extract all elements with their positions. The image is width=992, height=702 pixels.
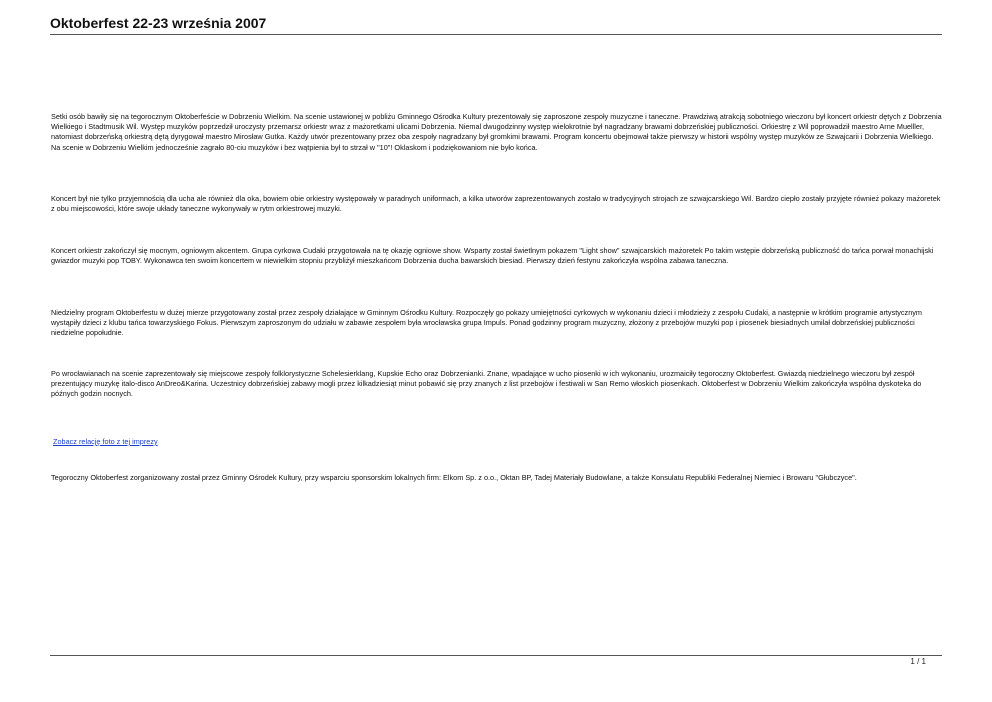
page-header <box>50 14 942 35</box>
paragraph: Po wrocławianach na scenie zaprezentowały się miejscowe zespoły folklorystyczne Schelesierklang, Kupskie Echo oraz Dobrzenianki. Znane, wpadające w ucho piosenki w ich wykonaniu, urozmaiciły tegoroczny Oktoberfest. Gwiazdą niedzielnego wieczoru był zespół prezentujący muzykę italo-disco AnDreo&Karina. Uczestnicy dobrzeńskiej zabawy mogli przez kilkadziesiąt minut pobawić się przy znanych z list przebojów i festiwali w San Remo włoskich piosenkach. Oktoberfest w Dobrzeniu Wielkim zakończyła wspólna dyskoteka do późnych godzin nocnych. <box>51 369 922 399</box>
page-title: Oktoberfest 22-23 września 2007 <box>50 15 267 31</box>
photo-link-container <box>53 431 158 449</box>
paragraph: Tegoroczny Oktoberfest zorganizowany został przez Gminny Ośrodek Kultury, przy wsparciu sponsorskim lokalnych firm: Elkom Sp. z o.o., Oktan BP, Tadej Materiały Budowlane, a także Konsulatu Republiki Federalnej Niemiec i Browaru "Głubczyce". <box>51 473 857 482</box>
photo-gallery-link[interactable]: Zobacz relację foto z tej imprezy <box>53 437 158 446</box>
page-footer <box>50 655 942 666</box>
paragraph: Niedzielny program Oktoberfestu w dużej mierze przygotowany został przez zespoły działające w Gminnym Ośrodku Kultury. Rozpoczęły go pokazy umiejętności cyrkowych w wykonaniu dzieci i młodzieży z zespołu Cudaki, a następnie w krótkim programie artystycznym wystąpiły dzieci z klubu tańca towarzyskiego Fokus. Pierwszym zaproszonym do udziału w zabawie zespołem była wrocławska grupa Impuls. Ponad godzinny program muzyczny, złożony z przebojów muzyki pop i piosenek biesiadnych umilał dobrzeńskiej publiczności niedzielne popołudnie. <box>51 308 922 338</box>
paragraph: Koncert był nie tylko przyjemnością dla ucha ale również dla oka, bowiem obie orkiestry występowały w paradnych uniformach, a kilka utworów zaprezentowanych zostało w tradycyjnych strojach ze szwajcarskiego Wil. Bardzo ciepło zostały przyjęte również pokazy mażoretek z obu miejscowości, które swoje układy taneczne wykonywały w rytm orkiestrowej muzyki. <box>51 194 941 214</box>
paragraph: Setki osób bawiły się na tegorocznym Oktoberfeście w Dobrzeniu Wielkim. Na scenie ustawionej w pobliżu Gminnego Ośrodka Kultury prezentowały się zaproszone zespoły muzyczne i taneczne. Prawdziwą atrakcją sobotniego wieczoru był koncert orkiestr dętych z Dobrzenia Wielkiego i Stadtmusik Wil. Występ muzyków poprzedził uroczysty przemarsz orkiestr wraz z mażoretkami ulicami Dobrzenia. Niemal dwugodzinny występ wielokrotnie był nagradzany brawami dobrzeńskiej publiczności. Orkiestrę z Wil poprowadził maestro Arne Muelller, natomiast dobrzeńską orkiestrą dętą dyrygował maestro Mirosław Gutka. Każdy utwór prezentowany przez oba zespoły nagradzany był gromkimi brawami. Program koncertu obejmował także pierwszy w historii wspólny występ muzyków ze Szwajcarii i Dobrzenia Wielkiego. Na scenie w Dobrzeniu Wielkim jednocześnie zagrało 80-ciu muzyków i bez wątpienia był to strzał w "10"! Oklaskom i podziękowaniom nie było końca. <box>51 112 942 152</box>
page-number: 1 / 1 <box>910 657 926 666</box>
paragraph: Koncert orkiestr zakończył się mocnym, ogniowym akcentem. Grupa cyrkowa Cudaki przygotowała na tę okazję ogniowe show. Wsparty został świetlnym pokazem "Light show" szwajcarskich mażoretek Po takim wstępie dobrzeńską publiczność do tańca porwał monachijski gwiazdor muzyki pop TOBY. Wykonawca ten swoim koncertem w niewielkim stopniu przybliżył mieszkańcom Dobrzenia ducha bawarskich biesiad. Pierwszy dzień festynu zakończyła wspólna zabawa taneczna. <box>51 246 934 266</box>
